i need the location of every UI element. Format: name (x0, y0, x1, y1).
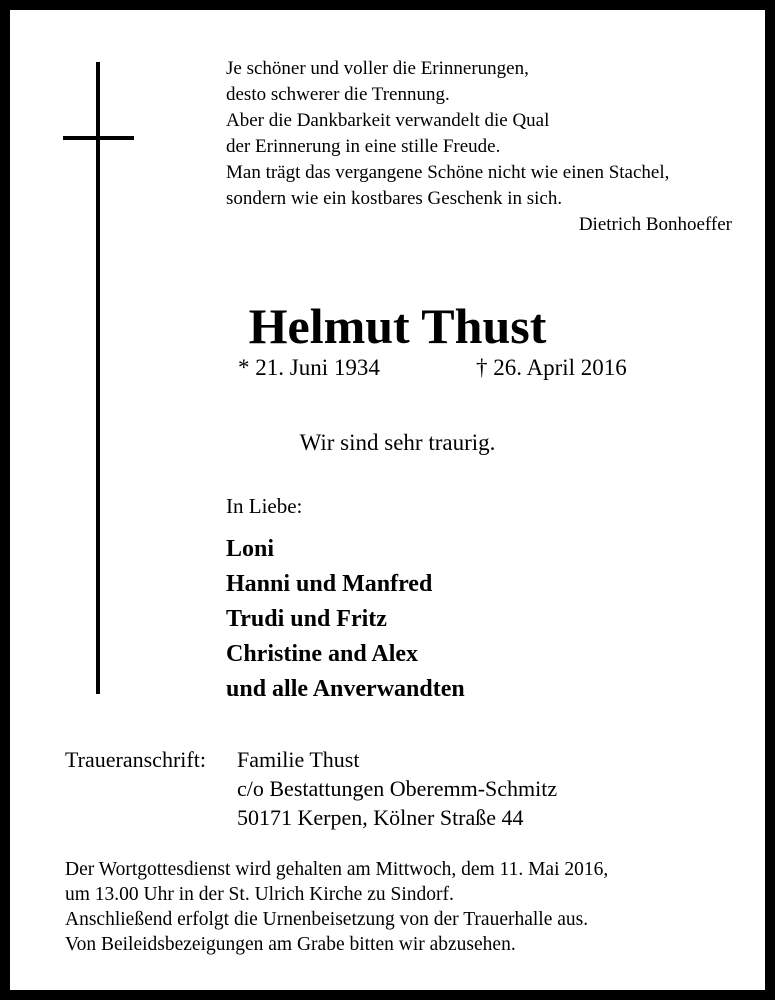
mourner-name: und alle Anverwandten (226, 676, 465, 702)
notice-line: Der Wortgottesdienst wird gehalten am Mittwoch, dem 11. Mai 2016, (65, 859, 609, 880)
love-intro: In Liebe: (226, 494, 303, 518)
poem-quote (226, 56, 736, 238)
service-notice (65, 857, 745, 957)
poem-line: der Erinnerung in eine stille Freude. (226, 136, 501, 157)
notice-line: Von Beileidsbezeigungen am Grabe bitten wir abzusehen. (65, 934, 516, 955)
mourners-list (226, 532, 465, 707)
poem-line: Man trägt das vergangene Schöne nicht wie einen Stachel, (226, 162, 670, 183)
poem-line: Je schöner und voller die Erinnerungen, (226, 58, 529, 79)
address-line: c/o Bestattungen Oberemm-Schmitz (237, 776, 558, 801)
cross-vertical-bar (96, 62, 100, 694)
birth-date: * 21. Juni 1934 (238, 355, 380, 380)
poem-line: sondern wie ein kostbares Geschenk in sich. (226, 188, 563, 209)
poem-author: Dietrich Bonhoeffer (578, 214, 732, 235)
poem-line: desto schwerer die Trennung. (226, 84, 450, 105)
mourner-name: Hanni und Manfred (226, 571, 433, 597)
mourner-name: Loni (226, 536, 275, 562)
deceased-name: Helmut Thust (248, 298, 547, 354)
sorrow-message: Wir sind sehr traurig. (299, 430, 496, 455)
death-date: † 26. April 2016 (476, 355, 627, 380)
poem-line: Aber die Dankbarkeit verwandelt die Qual (226, 110, 550, 131)
address-line: 50171 Kerpen, Kölner Straße 44 (237, 805, 524, 830)
mourner-name: Trudi und Fritz (226, 606, 387, 632)
notice-line: Anschließend erfolgt die Urnenbeisetzung von der Trauerhalle aus. (65, 909, 589, 930)
notice-line: um 13.00 Uhr in der St. Ulrich Kirche zu Sindorf. (65, 884, 454, 905)
mourner-name: Christine and Alex (226, 641, 419, 667)
address-label: Traueranschrift: (65, 747, 206, 772)
address-line: Familie Thust (237, 747, 360, 772)
cross-horizontal-bar (63, 136, 134, 140)
